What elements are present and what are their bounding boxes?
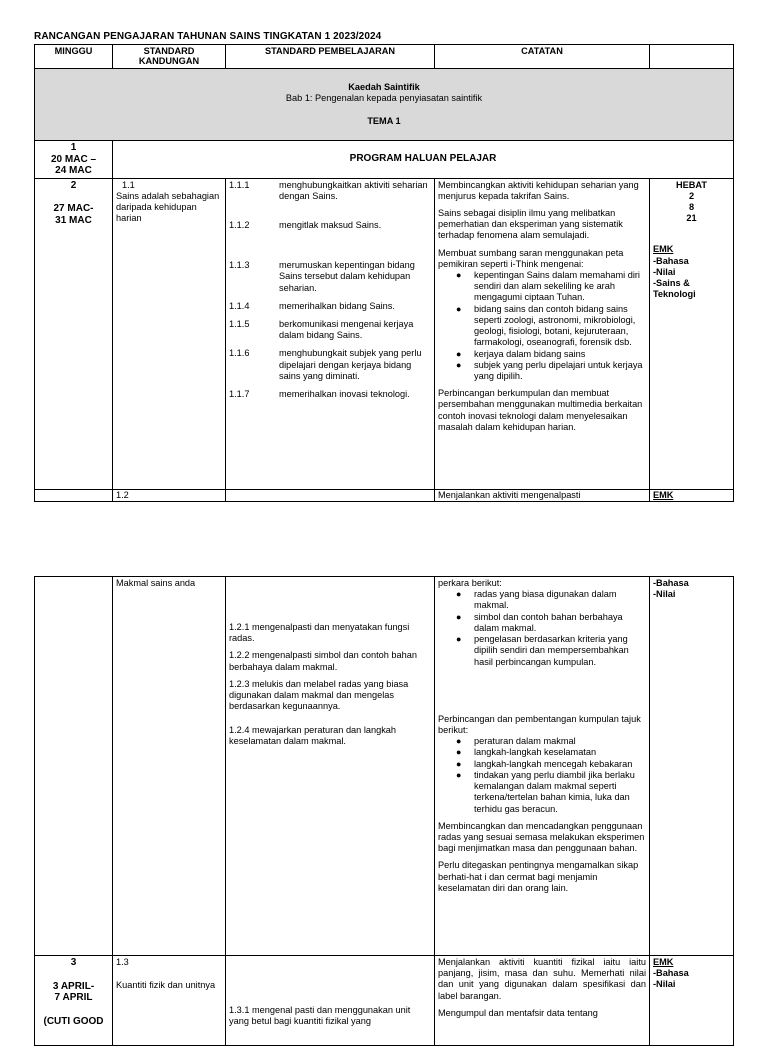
header-standard-pembelajaran: STANDARD PEMBELAJARAN: [226, 45, 435, 69]
week2-cell: 2 27 MAC- 31 MAC: [35, 178, 113, 489]
sp-item: 1.1.2 mengitlak maksud Sains.: [229, 219, 382, 230]
sp-item: 1.1.5 berkomunikasi mengenai kerjaya dalam bidang Sains.: [229, 319, 414, 341]
page2-emk: -Bahasa -Nilai: [650, 577, 734, 956]
header-standard-kandungan: STANDARD KANDUNGAN: [113, 45, 226, 69]
week2-hebat-emk: HEBAT 2 8 21 EMK -Bahasa -Nilai -Sains & Teknologi: [650, 178, 734, 489]
sp-item: 1.2.2 mengenalpasti simbol dan contoh bahan berbahaya dalam makmal.: [229, 650, 417, 672]
sp-item: 1.1.7 memerihalkan inovasi teknologi.: [229, 389, 410, 400]
sp-item: 1.1.4 memerihalkan bidang Sains.: [229, 300, 395, 311]
week3-emk: EMK -Bahasa -Nilai: [650, 956, 734, 1046]
next-emk: EMK: [650, 489, 734, 501]
list-item: ● tindakan yang perlu diambil jika berlaku kemalangan dalam makmal seperti terkena/tertelan bahan kimia, luka dan terhidu gas beracun.: [438, 770, 646, 815]
page2-standard-kandungan: Makmal sains anda: [113, 577, 226, 956]
lesson-plan-table-page2: [34, 576, 734, 1046]
week2-standard-kandungan: 1.1 Sains adalah sebahagian daripada kehidupan harian: [113, 178, 226, 489]
week3-standard-pembelajaran: [226, 956, 435, 1046]
next-sk-code: 1.2: [113, 489, 226, 501]
sp-item: 1.2.1 mengenalpasti dan menyatakan fungsi radas.: [229, 622, 410, 644]
sp-item: 1.2.4 mewajarkan peraturan dan langkah keselamatan dalam makmal.: [229, 724, 397, 746]
lesson-plan-table-page1: [34, 44, 734, 502]
sp-item: 1.1.3 merumuskan kepentingan bidang Sains tersebut dalam kehidupan seharian.: [229, 260, 415, 293]
list-item: ● subjek yang perlu dipelajari untuk kerjaya yang dipilih.: [438, 360, 646, 382]
theme-banner: [35, 69, 734, 141]
page2-catatan: perkara berikut: ● radas yang biasa digunakan dalam makmal. ● simbol dan contoh bahan berbahaya dalam makmal. ● pengelasan berdasarkan kriteria yang dipilih sendiri dan mempersembahkan hasil perbincangan kumpulan. Perbincangan dan pembentangan kumpulan tajuk berikut: ● peraturan dalam makmal ● langkah-langkah keselamatan ● langkah-langkah mencegah kebakaran ● tindakan yang perlu diambil jika berlaku kemalangan dalam makmal seperti terkena/tertelan bahan kimia, luka dan terhidu gas beracun. Membincangkan dan mencadangkan penggunaan radas yang sesuai semasa melakukan eksperimen bagi menjimatkan masa dan penggunaan bahan. Perlu ditegaskan pentingnya mengamalkan sikap berhati-hat i dan cermat bagi menjamin keselamatan diri dan orang lain.: [435, 577, 650, 956]
week2-catatan: Membincangkan aktiviti kehidupan seharian yang menjurus kepada takrifan Sains. Sains sebagai disiplin ilmu yang melibatkan pemerhatian dan eksperiman yang sistematik terhadap fenomena alam semulajadi. Membuat sumbang saran menggunakan peta pemikiran seperti i-Think mengenai: ● kepentingan Sains dalam memahami diri sendiri dan alam sekeliling ke arah mengagumi ciptaan Tuhan. ● bidang sains dan contoh bidang sains seperti zoologi, astronomi, mikrobiologi, geologi, fisiologi, botani, kejuruteraan, farmakologi, oseanografi, forensik dsb. ● kerjaya dalam bidang sains ● subjek yang perlu dipelajari untuk kerjaya yang dipilih. Perbincangan berkumpulan dan membuat persembahan menggunakan multimedia berkaitan contoh inovasi teknologi dalam menyelesaikan masalah dalam kehidupan harian.: [435, 178, 650, 489]
header-row: [35, 45, 734, 69]
list-item: ● peraturan dalam makmal: [438, 736, 646, 747]
sp-item: 1.1.6 menghubungkait subjek yang perlu dipelajari dengan kerjaya bidang sains yang diminati.: [229, 348, 422, 381]
catatan-bullet-list: [438, 589, 646, 668]
sp-item: 1.2.3 melukis dan melabel radas yang biasa digunakan dalam makmal dan mengelas berdasarkan kegunaannya.: [229, 678, 409, 712]
header-minggu: MINGGU: [35, 45, 113, 69]
document-title: RANCANGAN PENGAJARAN TAHUNAN SAINS TINGKATAN 1 2023/2024: [34, 31, 382, 42]
week2-standard-pembelajaran: [226, 178, 435, 489]
list-item: ● kepentingan Sains dalam memahami diri sendiri dan alam sekeliling ke arah mengagumi ciptaan Tuhan.: [438, 270, 646, 304]
week2-continued-row: [35, 489, 734, 501]
week3-row: [35, 956, 734, 1046]
week2-row: [35, 178, 734, 489]
catatan-bullet-list: [438, 270, 646, 382]
sp-item: 1.1.1 menghubungkaitkan aktiviti seharian dengan Sains.: [229, 179, 428, 201]
list-item: ● simbol dan contoh bahan berbahaya dalam makmal.: [438, 612, 646, 634]
list-item: ● pengelasan berdasarkan kriteria yang dipilih sendiri dan mempersembahkan hasil perbincangan kumpulan.: [438, 634, 646, 668]
header-catatan: CATATAN: [435, 45, 650, 69]
list-item: ● bidang sains dan contoh bidang sains seperti zoologi, astronomi, mikrobiologi, geologi, fisiologi, botani, kejuruteraan, farmakologi, oseanografi, forensik dsb.: [438, 304, 646, 349]
program-haluan: PROGRAM HALUAN PELAJAR: [113, 141, 734, 179]
header-blank: [650, 45, 734, 69]
banner-row: [35, 69, 734, 141]
catatan-bullet-list: [438, 736, 646, 815]
week1-cell: 1 20 MAC – 24 MAC: [35, 141, 113, 179]
emk-label: EMK: [653, 244, 674, 255]
list-item: ● langkah-langkah keselamatan: [438, 747, 646, 758]
week3-catatan: Menjalankan aktiviti kuantiti fizikal iaitu iaitu panjang, jisim, masa dan suhu. Memerhati nilai dan unit yang digunakan dalam spesifikasi dan label barangan. Mengumpul dan mentafsir data tentang: [435, 956, 650, 1046]
list-item: ● kerjaya dalam bidang sains: [438, 349, 646, 360]
sp-item: 1.3.1 mengenal pasti dan menggunakan unit yang betul bagi kuantiti fizikal yang: [229, 1005, 411, 1027]
banner-chapter: Bab 1: Pengenalan kepada penyiasatan saintifik: [285, 92, 483, 103]
week3-standard-kandungan: 1.3 Kuantiti fizik dan unitnya: [113, 956, 226, 1046]
banner-tema: TEMA 1: [367, 116, 401, 127]
week1-row: [35, 141, 734, 179]
next-catatan: Menjalankan aktiviti mengenalpasti: [435, 489, 650, 501]
week3-cell: 3 3 APRIL- 7 APRIL (CUTI GOOD: [35, 956, 113, 1046]
list-item: ● radas yang biasa digunakan dalam makmal.: [438, 589, 646, 611]
page2-standard-pembelajaran: [226, 577, 435, 956]
list-item: ● langkah-langkah mencegah kebakaran: [438, 759, 646, 770]
banner-heading: Kaedah Saintifik: [348, 81, 420, 92]
page2-row: [35, 577, 734, 956]
